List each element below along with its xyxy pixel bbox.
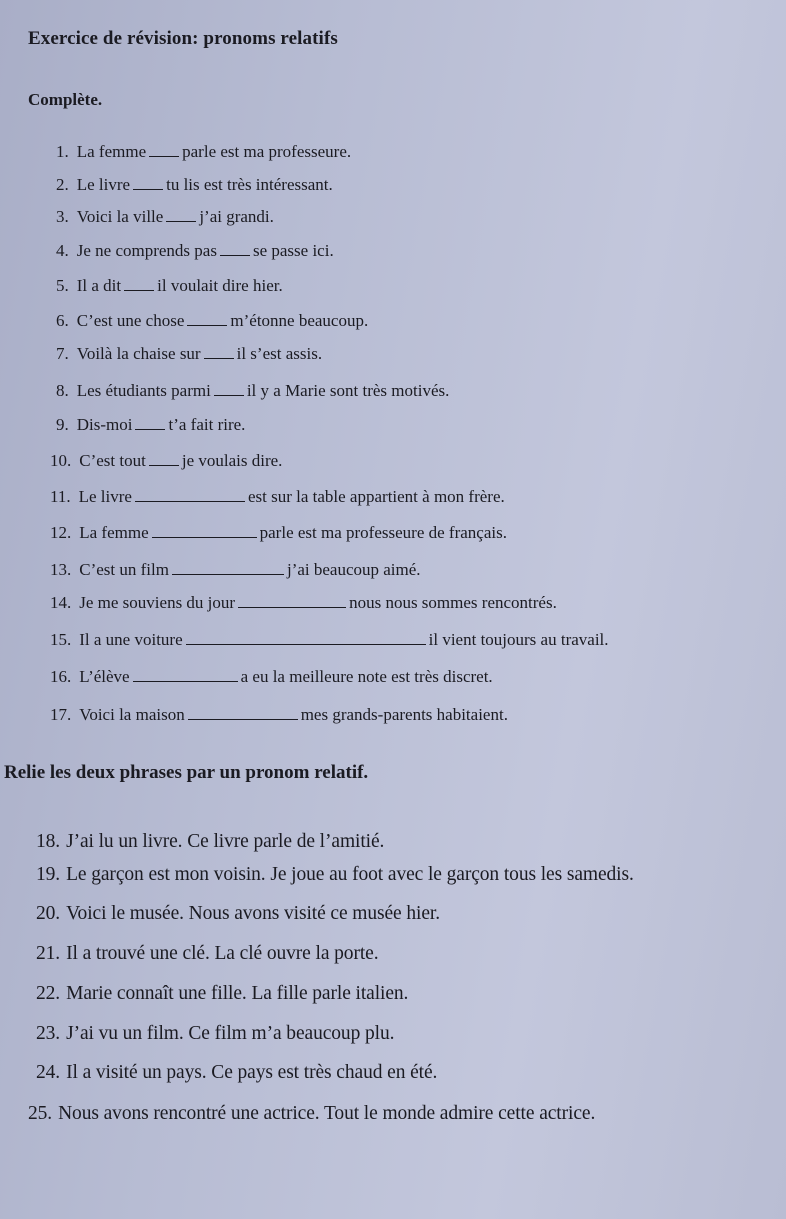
exercise-item bbox=[56, 175, 333, 195]
combine-item bbox=[36, 1062, 437, 1084]
combine-sentences: J’ai lu un livre. Ce livre parle de l’amitié. bbox=[66, 831, 385, 852]
combine-sentences: Marie connaît une fille. La fille parle italien. bbox=[66, 983, 409, 1004]
exercise-item bbox=[50, 523, 507, 543]
item-number: 13. bbox=[50, 560, 72, 579]
item-text-before: L’élève bbox=[79, 667, 130, 686]
item-number: 23. bbox=[36, 1023, 61, 1044]
exercise-item bbox=[56, 142, 351, 162]
answer-blank[interactable] bbox=[149, 144, 179, 157]
combine-sentences: Le garçon est mon voisin. Je joue au foot avec le garçon tous les samedis. bbox=[66, 864, 634, 885]
combine-item bbox=[36, 831, 384, 853]
item-number: 24. bbox=[36, 1062, 61, 1083]
combine-item bbox=[36, 1023, 394, 1045]
exercise-item bbox=[56, 311, 368, 331]
answer-blank[interactable] bbox=[133, 177, 163, 190]
item-number: 17. bbox=[50, 705, 72, 724]
combine-sentences: Il a trouvé une clé. La clé ouvre la porte. bbox=[66, 943, 379, 964]
exercise-item bbox=[50, 487, 505, 507]
item-text-before: Le livre bbox=[78, 487, 132, 506]
item-text-before: Voilà la chaise sur bbox=[76, 344, 201, 363]
item-text-after: je voulais dire. bbox=[181, 451, 283, 470]
exercise-item bbox=[56, 381, 449, 401]
item-text-before: Les étudiants parmi bbox=[76, 381, 211, 400]
item-number: 16. bbox=[50, 667, 72, 686]
exercise-item bbox=[50, 560, 421, 580]
item-text-before: Voici la maison bbox=[79, 705, 185, 724]
combine-sentences: Il a visité un pays. Ce pays est très chaud en été. bbox=[66, 1062, 438, 1083]
answer-blank[interactable] bbox=[186, 632, 426, 645]
item-number: 8. bbox=[56, 381, 69, 400]
exercise-item bbox=[56, 415, 245, 435]
exercise-item bbox=[50, 630, 609, 650]
item-text-before: La femme bbox=[79, 523, 149, 542]
item-text-after: m’étonne beaucoup. bbox=[230, 311, 369, 330]
item-text-before: C’est une chose bbox=[76, 311, 185, 330]
answer-blank[interactable] bbox=[214, 383, 244, 396]
answer-blank[interactable] bbox=[135, 417, 165, 430]
answer-blank[interactable] bbox=[238, 595, 346, 608]
item-text-after: t’a fait rire. bbox=[168, 415, 246, 434]
item-text-after: a eu la meilleure note est très discret. bbox=[240, 667, 493, 686]
combine-item bbox=[36, 864, 634, 886]
item-number: 14. bbox=[50, 593, 72, 612]
item-number: 7. bbox=[56, 344, 69, 363]
item-number: 6. bbox=[56, 311, 69, 330]
page-title: Exercice de révision: pronoms relatifs bbox=[28, 28, 338, 49]
exercise-item bbox=[56, 344, 322, 364]
item-text-after: il vient toujours au travail. bbox=[428, 630, 609, 649]
item-number: 1. bbox=[56, 142, 69, 161]
item-number: 19. bbox=[36, 864, 61, 885]
item-text-after: nous nous sommes rencontrés. bbox=[349, 593, 557, 612]
item-text-before: Il a une voiture bbox=[79, 630, 183, 649]
item-text-after: est sur la table appartient à mon frère. bbox=[247, 487, 505, 506]
exercise-item bbox=[50, 593, 557, 613]
answer-blank[interactable] bbox=[133, 669, 238, 682]
item-number: 25. bbox=[28, 1103, 53, 1124]
item-number: 20. bbox=[36, 903, 61, 924]
answer-blank[interactable] bbox=[172, 562, 284, 575]
exercise-item bbox=[50, 451, 282, 471]
item-text-after: j’ai grandi. bbox=[199, 207, 274, 226]
answer-blank[interactable] bbox=[204, 346, 234, 359]
combine-item bbox=[36, 903, 440, 925]
item-number: 18. bbox=[36, 831, 61, 852]
item-number: 11. bbox=[50, 487, 71, 506]
item-number: 5. bbox=[56, 276, 69, 295]
item-text-after: il voulait dire hier. bbox=[157, 276, 283, 295]
item-text-after: parle est ma professeure. bbox=[182, 142, 352, 161]
section-heading-complete: Complète. bbox=[28, 90, 103, 109]
item-text-before: Je me souviens du jour bbox=[79, 593, 236, 612]
item-text-before: C’est tout bbox=[79, 451, 146, 470]
combine-item bbox=[36, 983, 408, 1005]
combine-item bbox=[36, 943, 379, 965]
section-heading-relie: Relie les deux phrases par un pronom relatif. bbox=[4, 762, 369, 783]
item-number: 3. bbox=[56, 207, 69, 226]
answer-blank[interactable] bbox=[187, 313, 227, 326]
item-text-before: Voici la ville bbox=[76, 207, 164, 226]
answer-blank[interactable] bbox=[188, 707, 298, 720]
item-text-before: Il a dit bbox=[76, 276, 122, 295]
item-text-after: il s’est assis. bbox=[236, 344, 323, 363]
answer-blank[interactable] bbox=[166, 209, 196, 222]
item-text-after: tu lis est très intéressant. bbox=[166, 175, 333, 194]
item-text-after: se passe ici. bbox=[252, 241, 334, 260]
exercise-item bbox=[50, 667, 493, 687]
combine-sentences: J’ai vu un film. Ce film m’a beaucoup plu. bbox=[66, 1023, 395, 1044]
item-number: 21. bbox=[36, 943, 61, 964]
combine-sentences: Voici le musée. Nous avons visité ce musée hier. bbox=[66, 903, 441, 924]
item-text-after: j’ai beaucoup aimé. bbox=[286, 560, 421, 579]
exercise-item bbox=[56, 207, 274, 227]
item-text-before: Je ne comprends pas bbox=[76, 241, 217, 260]
item-number: 2. bbox=[56, 175, 69, 194]
answer-blank[interactable] bbox=[135, 489, 245, 502]
item-text-before: La femme bbox=[76, 142, 147, 161]
exercise-item bbox=[56, 276, 283, 296]
item-number: 15. bbox=[50, 630, 72, 649]
item-text-after: parle est ma professeure de français. bbox=[259, 523, 507, 542]
combine-sentences: Nous avons rencontré une actrice. Tout le monde admire cette actrice. bbox=[58, 1103, 596, 1124]
item-number: 10. bbox=[50, 451, 72, 470]
answer-blank[interactable] bbox=[220, 243, 250, 256]
item-text-after: il y a Marie sont très motivés. bbox=[246, 381, 450, 400]
answer-blank[interactable] bbox=[124, 278, 154, 291]
answer-blank[interactable] bbox=[152, 525, 257, 538]
item-text-after: mes grands-parents habitaient. bbox=[300, 705, 508, 724]
exercise-item bbox=[50, 705, 508, 725]
item-number: 22. bbox=[36, 983, 61, 1004]
combine-item bbox=[28, 1103, 595, 1125]
item-text-before: Le livre bbox=[76, 175, 131, 194]
answer-blank[interactable] bbox=[149, 453, 179, 466]
item-text-before: C’est un film bbox=[79, 560, 169, 579]
item-text-before: Dis-moi bbox=[76, 415, 133, 434]
item-number: 12. bbox=[50, 523, 72, 542]
item-number: 9. bbox=[56, 415, 69, 434]
item-number: 4. bbox=[56, 241, 69, 260]
exercise-item bbox=[56, 241, 334, 261]
